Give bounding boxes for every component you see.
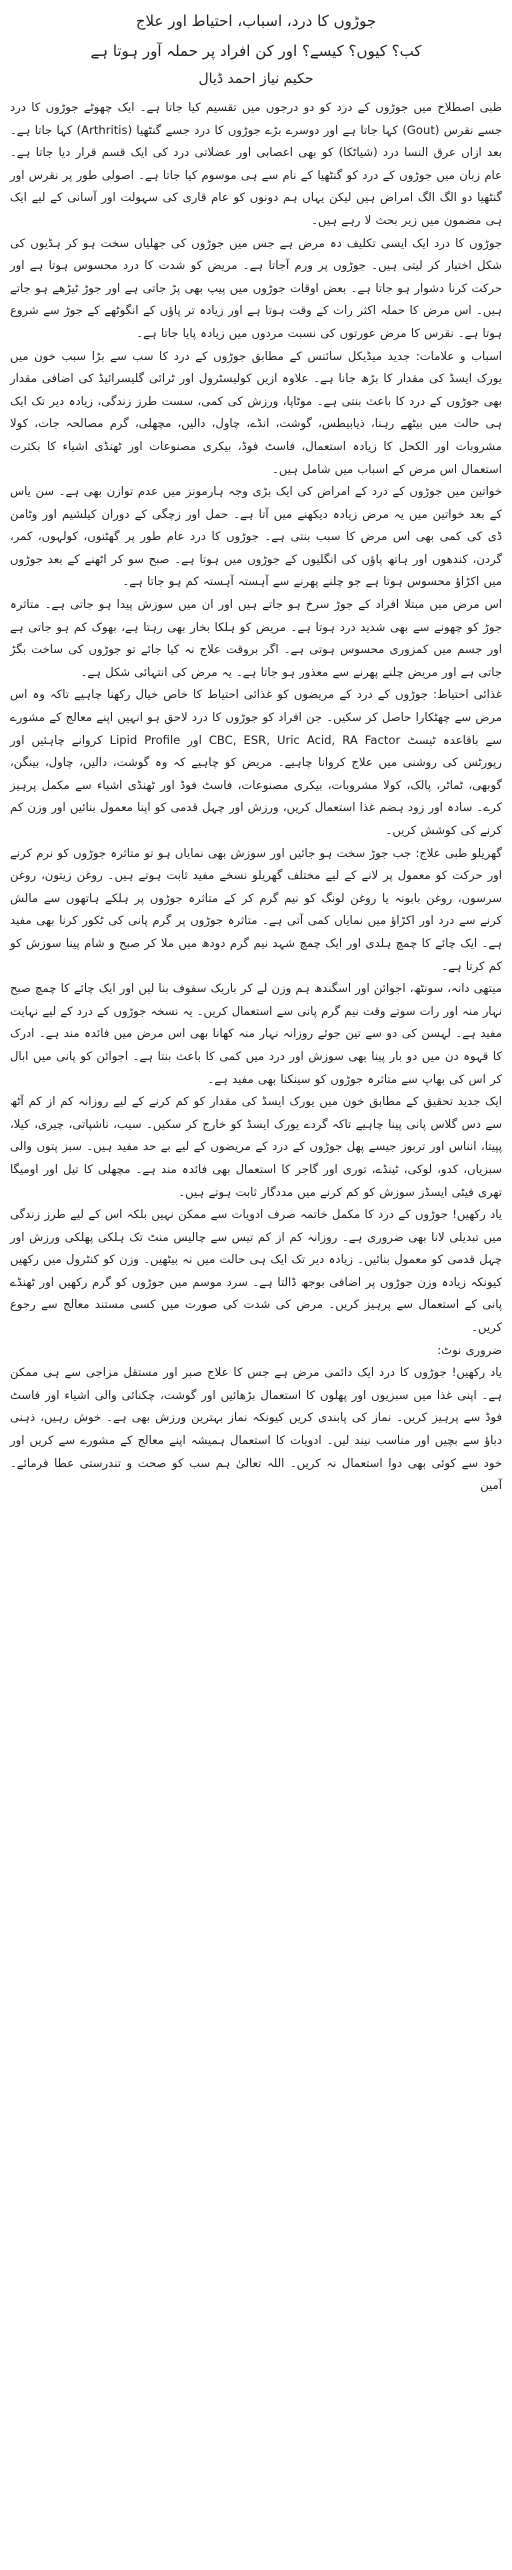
- paragraph: یاد رکھیں! جوڑوں کے درد کا مکمل خاتمہ صرف ادویات سے ممکن نہیں بلکہ اس کے لیے طرز زندگی میں تبدیلی لانا بھی ضروری ہے۔ روزانہ کم از کم تیس سے چالیس منٹ تک ہلکی پھلکی ورزش اور چہل قدمی کو معمول بنائیں۔ زیادہ دیر تک ایک ہی حالت میں نہ بیٹھیں۔ وزن کو کنٹرول میں رکھیں کیونکہ زیادہ وزن جوڑوں پر اضافی بوجھ ڈالتا ہے۔ سرد موسم میں جوڑوں کو گرم رکھیں اور ٹھنڈے پانی کے استعمال سے پرہیز کریں۔ مرض کی شدت کی صورت میں کسی مستند معالج سے رجوع کریں۔: [10, 1207, 502, 1335]
- paragraph: ایک جدید تحقیق کے مطابق خون میں یورک ایسڈ کی مقدار کو کم کرنے کے لیے روزانہ کم از کم آٹھ سے دس گلاس پانی پینا چاہیے تاکہ گردے یورک ایسڈ کو خارج کر سکیں۔ سیب، ناشپاتی، چیری، کیلا، پپیتا، انناس اور تربوز جیسے پھل جوڑوں کے درد کے مریضوں کے لیے بے حد مفید ہیں۔ سبز پتوں والی سبزیاں، کدو، لوکی، ٹینڈے، توری اور گاجر کا استعمال بھی فائدہ مند ہے۔ مچھلی کا تیل اور اومیگا تھری فیٹی ایسڈز سوزش کو کم کرنے میں مددگار ثابت ہوتے ہیں۔: [10, 1094, 502, 1199]
- paragraph: میتھی دانہ، سونٹھ، اجوائن اور اسگندھ ہم وزن لے کر باریک سفوف بنا لیں اور ایک چائے کا چمچ صبح نہار منہ اور رات سوتے وقت نیم گرم پانی سے استعمال کریں۔ یہ نسخہ جوڑوں کے درد کے لیے نہایت مفید ہے۔ لہسن کی دو سے تین جوئے روزانہ نہار منہ کھانا بھی اس مرض میں فائدہ مند ہے۔ ادرک کا قہوہ دن میں دو بار پینا بھی سوزش اور درد میں کمی کا باعث بنتا ہے۔ اجوائن کو پانی میں ابال کر اس کی بھاپ سے متاثرہ جوڑوں کو سینکنا بھی مفید ہے۔: [10, 981, 502, 1086]
- paragraph: اس مرض میں مبتلا افراد کے جوڑ سرخ ہو جاتے ہیں اور ان میں سوزش پیدا ہو جاتی ہے۔ متاثرہ جوڑ کو چھونے سے بھی شدید درد ہوتا ہے۔ مریض کو ہلکا بخار بھی رہتا ہے، بھوک کم ہو جاتی ہے اور جسم میں کمزوری محسوس ہوتی ہے۔ اگر بروقت علاج نہ کیا جائے تو جوڑوں کی ساخت بگڑ جاتی ہے اور مریض چلنے پھرنے سے معذور ہو جاتا ہے۔ یہ مرض کی انتہائی شکل ہے۔: [10, 597, 502, 679]
- paragraph: طبی اصطلاح میں جوڑوں کے درد کو دو درجوں میں تقسیم کیا جاتا ہے۔ ایک چھوٹے جوڑوں کا درد جسے نقرس (Gout) کہا جاتا ہے اور دوسرے بڑے جوڑوں کا درد جسے گنٹھیا (Arthritis) کہا جاتا ہے۔ بعد ازاں عرق النسا درد (شیاٹکا) کو بھی اعصابی اور عضلاتی درد کی ایک قسم قرار دیا جاتا ہے۔ عام زبان میں جوڑوں کے درد کو گنٹھیا کے نام سے ہی موسوم کیا جاتا ہے۔ اصولی طور پر نقرس اور گنٹھیا دو الگ الگ امراض ہیں لیکن یہاں ہم دونوں کو عام قاری کی سہولت اور آسانی کے لیے ایک ہی مضمون میں زیر بحث لا رہے ہیں۔: [10, 100, 503, 227]
- paragraph: گھریلو طبی علاج: جب جوڑ سخت ہو جائیں اور سوزش بھی نمایاں ہو تو متاثرہ جوڑوں کو نرم کرنے اور حرکت کو معمول پر لانے کے لیے مختلف گھریلو نسخے مفید ثابت ہوتے ہیں۔ روغن زیتون، روغن سرسوں، روغن بابونہ یا روغن لونگ کو نیم گرم کر کے متاثرہ جوڑوں پر ہلکے ہاتھوں سے مالش کرنے سے درد اور اکڑاؤ میں نمایاں کمی آتی ہے۔ متاثرہ جوڑوں پر گرم پانی کی ٹکور کرنا بھی مفید ہے۔ ایک چائے کا چمچ ہلدی اور ایک چمچ شہد نیم گرم دودھ میں ملا کر صبح و شام پینا سوزش کو کم کرتا ہے۔: [10, 845, 502, 973]
- paragraph: خواتین میں جوڑوں کے درد کے امراض کی ایک بڑی وجہ ہارمونز میں عدم توازن بھی ہے۔ سن یاس کے بعد خواتین میں یہ مرض زیادہ دیکھنے میں آتا ہے۔ حمل اور زچگی کے دوران کیلشیم اور وٹامن ڈی کی کمی بھی اس مرض کا سبب بنتی ہے۔ جوڑوں کا درد عام طور پر گھٹنوں، کولہوں، کمر، گردن، کندھوں اور ہاتھ پاؤں کی انگلیوں کے جوڑوں میں ہوتا ہے۔ صبح سو کر اٹھنے کے بعد جوڑوں میں اکڑاؤ محسوس ہوتا ہے جو چلنے پھرنے سے آہستہ آہستہ کم ہو جاتا ہے۔: [10, 484, 502, 589]
- paragraph: اسباب و علامات: جدید میڈیکل سائنس کے مطابق جوڑوں کے درد کا سب سے بڑا سبب خون میں یورک ایسڈ کی مقدار کا بڑھ جانا ہے۔ علاوہ ازیں کولیسٹرول اور ٹرائی گلیسرائیڈ کی اضافی مقدار بھی جوڑوں کے درد کا باعث بنتی ہے۔ موٹاپا، ورزش کی کمی، سست طرز زندگی، زیادہ دیر تک ایک ہی حالت میں بیٹھے رہنا، ذیابیطس، گوشت، انڈے، چاول، دالیں، مچھلی، گرم مصالحہ جات، کولا مشروبات اور الکحل کا زیادہ استعمال، فاسٹ فوڈ، بیکری مصنوعات اور ٹھنڈی اشیاء کا بکثرت استعمال اس مرض کے اسباب میں شامل ہیں۔: [10, 348, 502, 476]
- article-author: حکیم نیاز احمد ڈیال: [198, 71, 314, 87]
- section-heading: ضروری نوٹ:: [437, 1342, 502, 1357]
- article-subtitle: کب؟ کیوں؟ کیسے؟ اور کن افراد پر حملہ آور ہوتا ہے: [90, 42, 422, 60]
- paragraph: غذائی احتیاط: جوڑوں کے درد کے مریضوں کو غذائی احتیاط کا خاص خیال رکھنا چاہیے تاکہ وہ اس مرض سے چھٹکارا حاصل کر سکیں۔ جن افراد کو جوڑوں کا درد لاحق ہو انہیں اپنے معالج کے مشورے سے باقاعدہ ٹیسٹ CBC, ESR, Uric Acid, RA Factor اور Lipid Profile کروانے چاہئیں اور رپورٹس کی روشنی میں علاج کروانا چاہیے۔ مریض کو چاہیے کہ وہ گوشت، دالیں، چاول، بینگن، گوبھی، ٹماٹر، پالک، کولا مشروبات، بیکری مصنوعات، فاسٹ فوڈ اور ٹھنڈی اشیاء سے مکمل پرہیز کرے۔ سادہ اور زود ہضم غذا استعمال کریں، ورزش اور چہل قدمی کو اپنا معمول بنائیں اور وزن کم کرنے کی کوشش کریں۔: [10, 687, 503, 837]
- article-title: جوڑوں کا درد، اسباب، احتیاط اور علاج: [135, 12, 377, 30]
- paragraph: جوڑوں کا درد ایک ایسی تکلیف دہ مرض ہے جس میں جوڑوں کی جھلیاں سخت ہو کر ہڈیوں کی شکل اختیار کر لیتی ہیں۔ جوڑوں پر ورم آجاتا ہے۔ مریض کو شدت کا درد محسوس ہوتا ہے اور حرکت کرنا دشوار ہو جاتا ہے۔ بعض اوقات جوڑوں میں پیپ بھی پڑ جاتی ہے اور جوڑ ٹیڑھے ہو جاتے ہیں۔ اس مرض کا حملہ اکثر رات کے وقت ہوتا ہے اور زیادہ تر پاؤں کے انگوٹھے کے جوڑ سے شروع ہوتا ہے۔ نقرس کا مرض عورتوں کی نسبت مردوں میں زیادہ پایا جاتا ہے۔: [10, 235, 502, 340]
- paragraph: یاد رکھیں! جوڑوں کا درد ایک دائمی مرض ہے جس کا علاج صبر اور مستقل مزاجی سے ہی ممکن ہے۔ اپنی غذا میں سبزیوں اور پھلوں کا استعمال بڑھائیں اور گوشت، چکنائی والی اشیاء اور فاسٹ فوڈ سے پرہیز کریں۔ نماز کی پابندی کریں کیونکہ نماز بہترین ورزش بھی ہے۔ خوش رہیں، ذہنی دباؤ سے بچیں اور مناسب نیند لیں۔ ادویات کا استعمال ہمیشہ اپنے معالج کے مشورے سے کریں اور خود سے کوئی بھی دوا استعمال نہ کریں۔ اللہ تعالیٰ ہم سب کو صحت و تندرستی عطا فرمائے۔ آمین: [10, 1365, 502, 1493]
